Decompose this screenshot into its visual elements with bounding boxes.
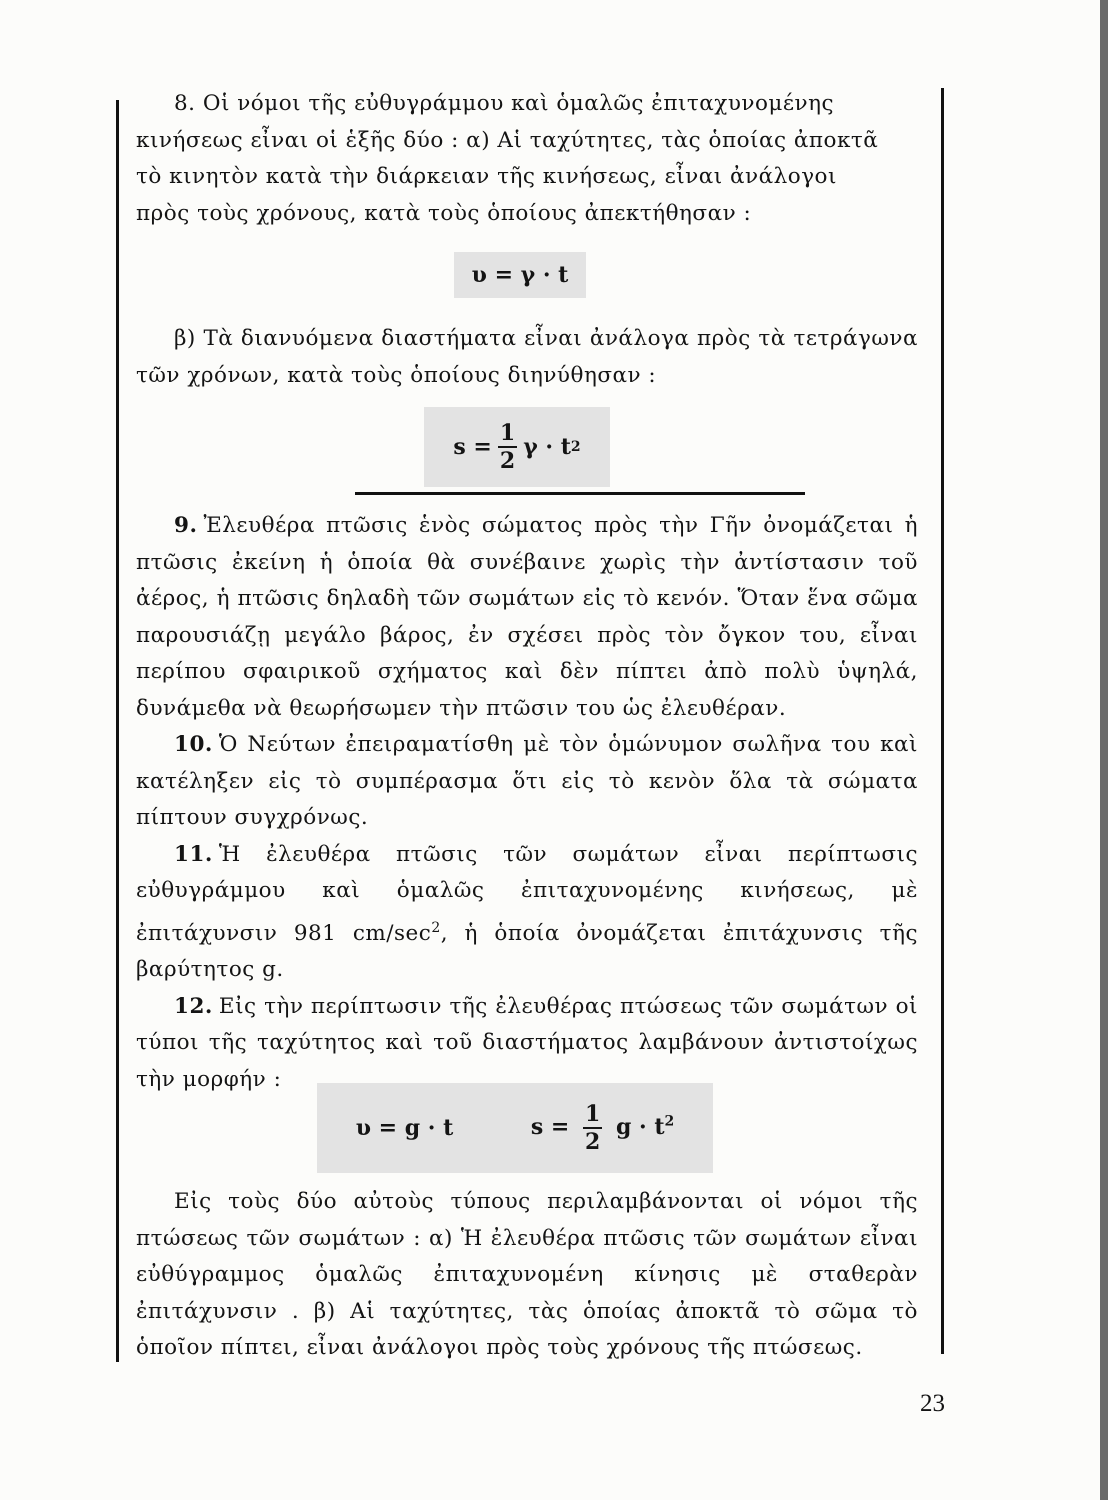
margin-bar-left <box>116 100 119 1362</box>
item-8-line-4: πρὸς τοὺς χρόνους, κατὰ τοὺς ὁποίους ἀπεκτήθησαν : <box>136 200 752 226</box>
item-11: 11. Ἡ ἐλευθέρα πτῶσις τῶν σωμάτων εἶναι περίπτωσις εὐθυγράμμου καὶ ὁμαλῶς ἐπιταχυνομένης κινήσεως, μὲ ἐπιτάχυνσιν 981 $cm/\sec^2$, ἡ ὁποία ὀνομάζεται ἐπιτάχυνσις τῆς βαρύτητος g. <box>136 841 918 983</box>
margin-bar-right <box>941 88 944 1354</box>
items-9-to-12 <box>136 508 918 1098</box>
item-8-line-3: τὸ κινητὸν κατὰ τὴν διάρκειαν τῆς κινήσεως, εἶναι ἀνάλογοι <box>136 164 837 189</box>
formula-distance-gamma: s = $\frac{1}{2}$ γ · t 2 <box>424 407 610 487</box>
page-number: 23 <box>920 1390 945 1417</box>
item-9: 9. Ἐλευθέρα πτῶσις ἑνὸς σώματος πρὸς τὴν Γῆν ὀνομάζεται ἡ πτῶσις ἐκείνη ἡ ὁποία θὰ συνέβαινε χωρὶς τὴν ἀντίστασιν τοῦ ἀέρος, ἡ πτῶσις δηλαδὴ τῶν σωμάτων εἰς τὸ κενόν. Ὅταν ἕνα σῶμα παρουσιάζῃ μεγάλο βάρος, ἐν σχέσει πρὸς τὸν ὄγκον του, εἶναι περίπου σφαιρικοῦ σχήματος καὶ δὲν πίπτει ἀπὸ πολὺ ὑψηλά, δυνάμεθα νὰ θεωρήσωμεν τὴν πτῶσιν του ὡς ἐλευθέραν. <box>136 513 918 721</box>
item-8-line-2: κινήσεως εἶναι οἱ ἑξῆς δύο : α) Αἱ ταχύτητες, τὰς ὁποίας ἀποκτᾶ <box>136 127 879 153</box>
item-8-b-text: β) Τὰ διανυόμενα διαστήματα εἶναι ἀνάλογα πρὸς τὰ τετράγωνα τῶν χρόνων, κατὰ τοὺς ὁποίους διηνύθησαν : <box>136 326 918 388</box>
formula-velocity-g: υ = g · t <box>355 1115 454 1141</box>
fraction-one-half: $\frac{1}{2}$ <box>584 1101 601 1155</box>
item-12: 12. Εἰς τὴν περίπτωσιν τῆς ἐλευθέρας πτώσεως τῶν σωμάτων οἱ τύποι τῆς ταχύτητος καὶ τοῦ διαστήματος λαμβάνουν ἀντιστοίχως τὴν μορφήν : <box>136 993 918 1092</box>
item-8 <box>136 86 918 232</box>
item-10: 10. Ὁ Νεύτων ἐπειραματίσθη μὲ τὸν ὁμώνυμον σωλῆνα του καὶ κατέληξεν εἰς τὸ συμπέρασμα ὅτι εἰς τὸ κενὸν ὅλα τὰ σώματα πίπτουν συγχρόνως. <box>136 732 918 830</box>
conclusion-text: Εἰς τοὺς δύο αὐτοὺς τύπους περιλαμβάνονται οἱ νόμοι τῆς πτώσεως τῶν σωμάτων : α) Ἡ ἐλευθέρα πτῶσις τῶν σωμάτων εἶναι εὐθύγραμμος ὁμαλῶς ἐπιταχυνομένη κίνησις μὲ σταθερὰν ἐπιτάχυνσιν . β) Αἱ ταχύτητες, τὰς ὁποίας ἀποκτᾶ τὸ σῶμα τὸ ὁποῖον πίπτει, εἶναι ἀνάλογοι πρὸς τοὺς χρόνους τῆς πτώσεως. <box>136 1189 918 1360</box>
page-edge-shadow <box>1100 0 1108 1500</box>
fraction-one-half: $\frac{1}{2}$ <box>499 420 516 474</box>
section-divider <box>355 492 805 495</box>
item-8-part-b <box>136 321 918 394</box>
formula-free-fall <box>317 1083 713 1173</box>
formula-velocity-gamma: υ = γ · t <box>454 252 586 298</box>
conclusion <box>136 1184 918 1367</box>
formula-distance-g: s = $\frac{1}{2}$ $g \cdot t^2$ <box>530 1101 675 1155</box>
item-8-line-1: 8. Οἱ νόμοι τῆς εὐθυγράμμου καὶ ὁμαλῶς ἐπιταχυνομένης <box>174 91 835 116</box>
